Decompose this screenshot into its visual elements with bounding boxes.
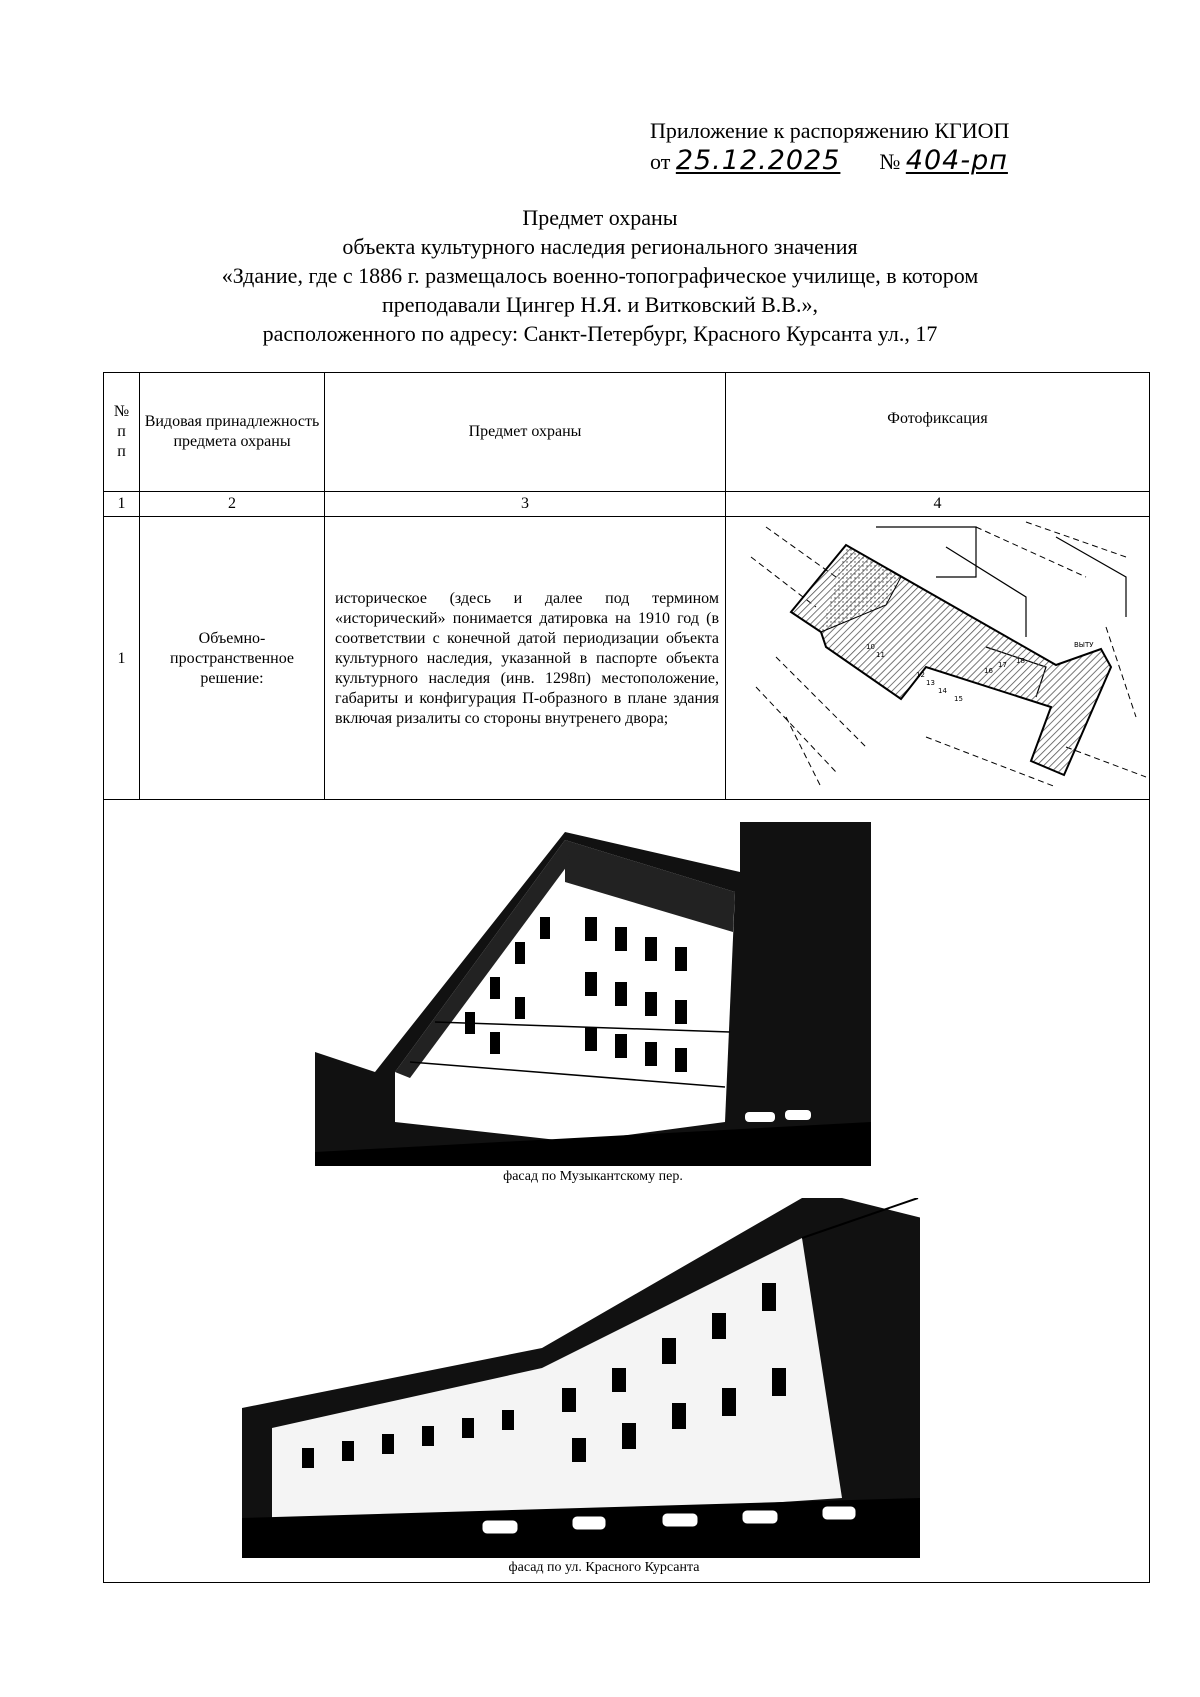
facade-photo-1: [315, 822, 871, 1166]
header-num-p1: п: [117, 423, 126, 440]
map-label: 10: [866, 643, 875, 651]
handwritten-date: 25.12.2025: [675, 145, 841, 176]
map-label: 13: [926, 679, 935, 687]
appendix-header: [650, 117, 1120, 177]
map-label: 12: [916, 671, 925, 679]
header-num-p2: п: [117, 443, 126, 460]
protection-table: [103, 372, 1150, 1583]
column-number: 2: [140, 492, 325, 517]
appendix-date-line: [650, 146, 1120, 177]
header-num: [104, 373, 140, 492]
map-label: 11: [876, 651, 885, 659]
column-number-row: [104, 492, 1150, 517]
appendix-title: Приложение к распоряжению КГИОП: [650, 118, 1010, 143]
photos-row: [104, 800, 1150, 1583]
map-label: 16: [984, 667, 993, 675]
number-prefix: №: [879, 149, 901, 174]
document-heading: [0, 203, 1200, 348]
map-label: 14: [938, 687, 947, 695]
heading-line-3: «Здание, где с 1886 г. размещалось военно-топографическое училище, в котором: [221, 263, 979, 288]
heading-line-1: Предмет охраны: [522, 205, 678, 230]
row-kind: Объемно-пространственное решение:: [140, 517, 325, 800]
row-subject: историческое (здесь и далее под термином «исторический» понимается датировка на 1910 год (в соответствии с конечной датой периодизации объекта культурного наследия, указанной в паспорте объекта культурного наследия (инв. 1298п) местоположение, габариты и конфигурация П-образного в плане здания включая ризалиты со стороны внутренего двора;: [325, 517, 726, 800]
date-prefix: от: [650, 149, 671, 174]
site-plan-map: [726, 517, 1150, 793]
site-plan-cell: [726, 517, 1150, 800]
handwritten-number: 404-рп: [905, 145, 1008, 176]
photo-caption-2: фасад по ул. Красного Курсанта: [508, 1560, 700, 1575]
heading-line-5: расположенного по адресу: Санкт-Петербург, Красного Курсанта ул., 17: [262, 321, 938, 346]
table-row: [104, 517, 1150, 800]
map-label: 17: [998, 661, 1007, 669]
header-subject: Предмет охраны: [325, 373, 726, 492]
map-label: 18: [1016, 657, 1025, 665]
heading-line-4: преподавали Цингер Н.Я. и Витковский В.В.»,: [382, 292, 818, 317]
header-kind: Видовая принадлежность предмета охраны: [140, 373, 325, 492]
heading-line-2: объекта культурного наследия регионального значения: [342, 234, 858, 259]
header-photo: Фотофиксация: [726, 373, 1150, 492]
map-label: 15: [954, 695, 963, 703]
map-label: ВЫТУ: [1074, 641, 1094, 649]
column-number: 3: [325, 492, 726, 517]
facade-photo-2: [242, 1198, 920, 1558]
row-number: 1: [104, 517, 140, 800]
header-num-sign: №: [113, 403, 130, 420]
photos-cell: [104, 800, 1150, 1583]
photo-caption-1: фасад по Музыкантскому пер.: [503, 1169, 683, 1184]
table-header-row: [104, 373, 1150, 492]
column-number: 4: [726, 492, 1150, 517]
column-number: 1: [104, 492, 140, 517]
